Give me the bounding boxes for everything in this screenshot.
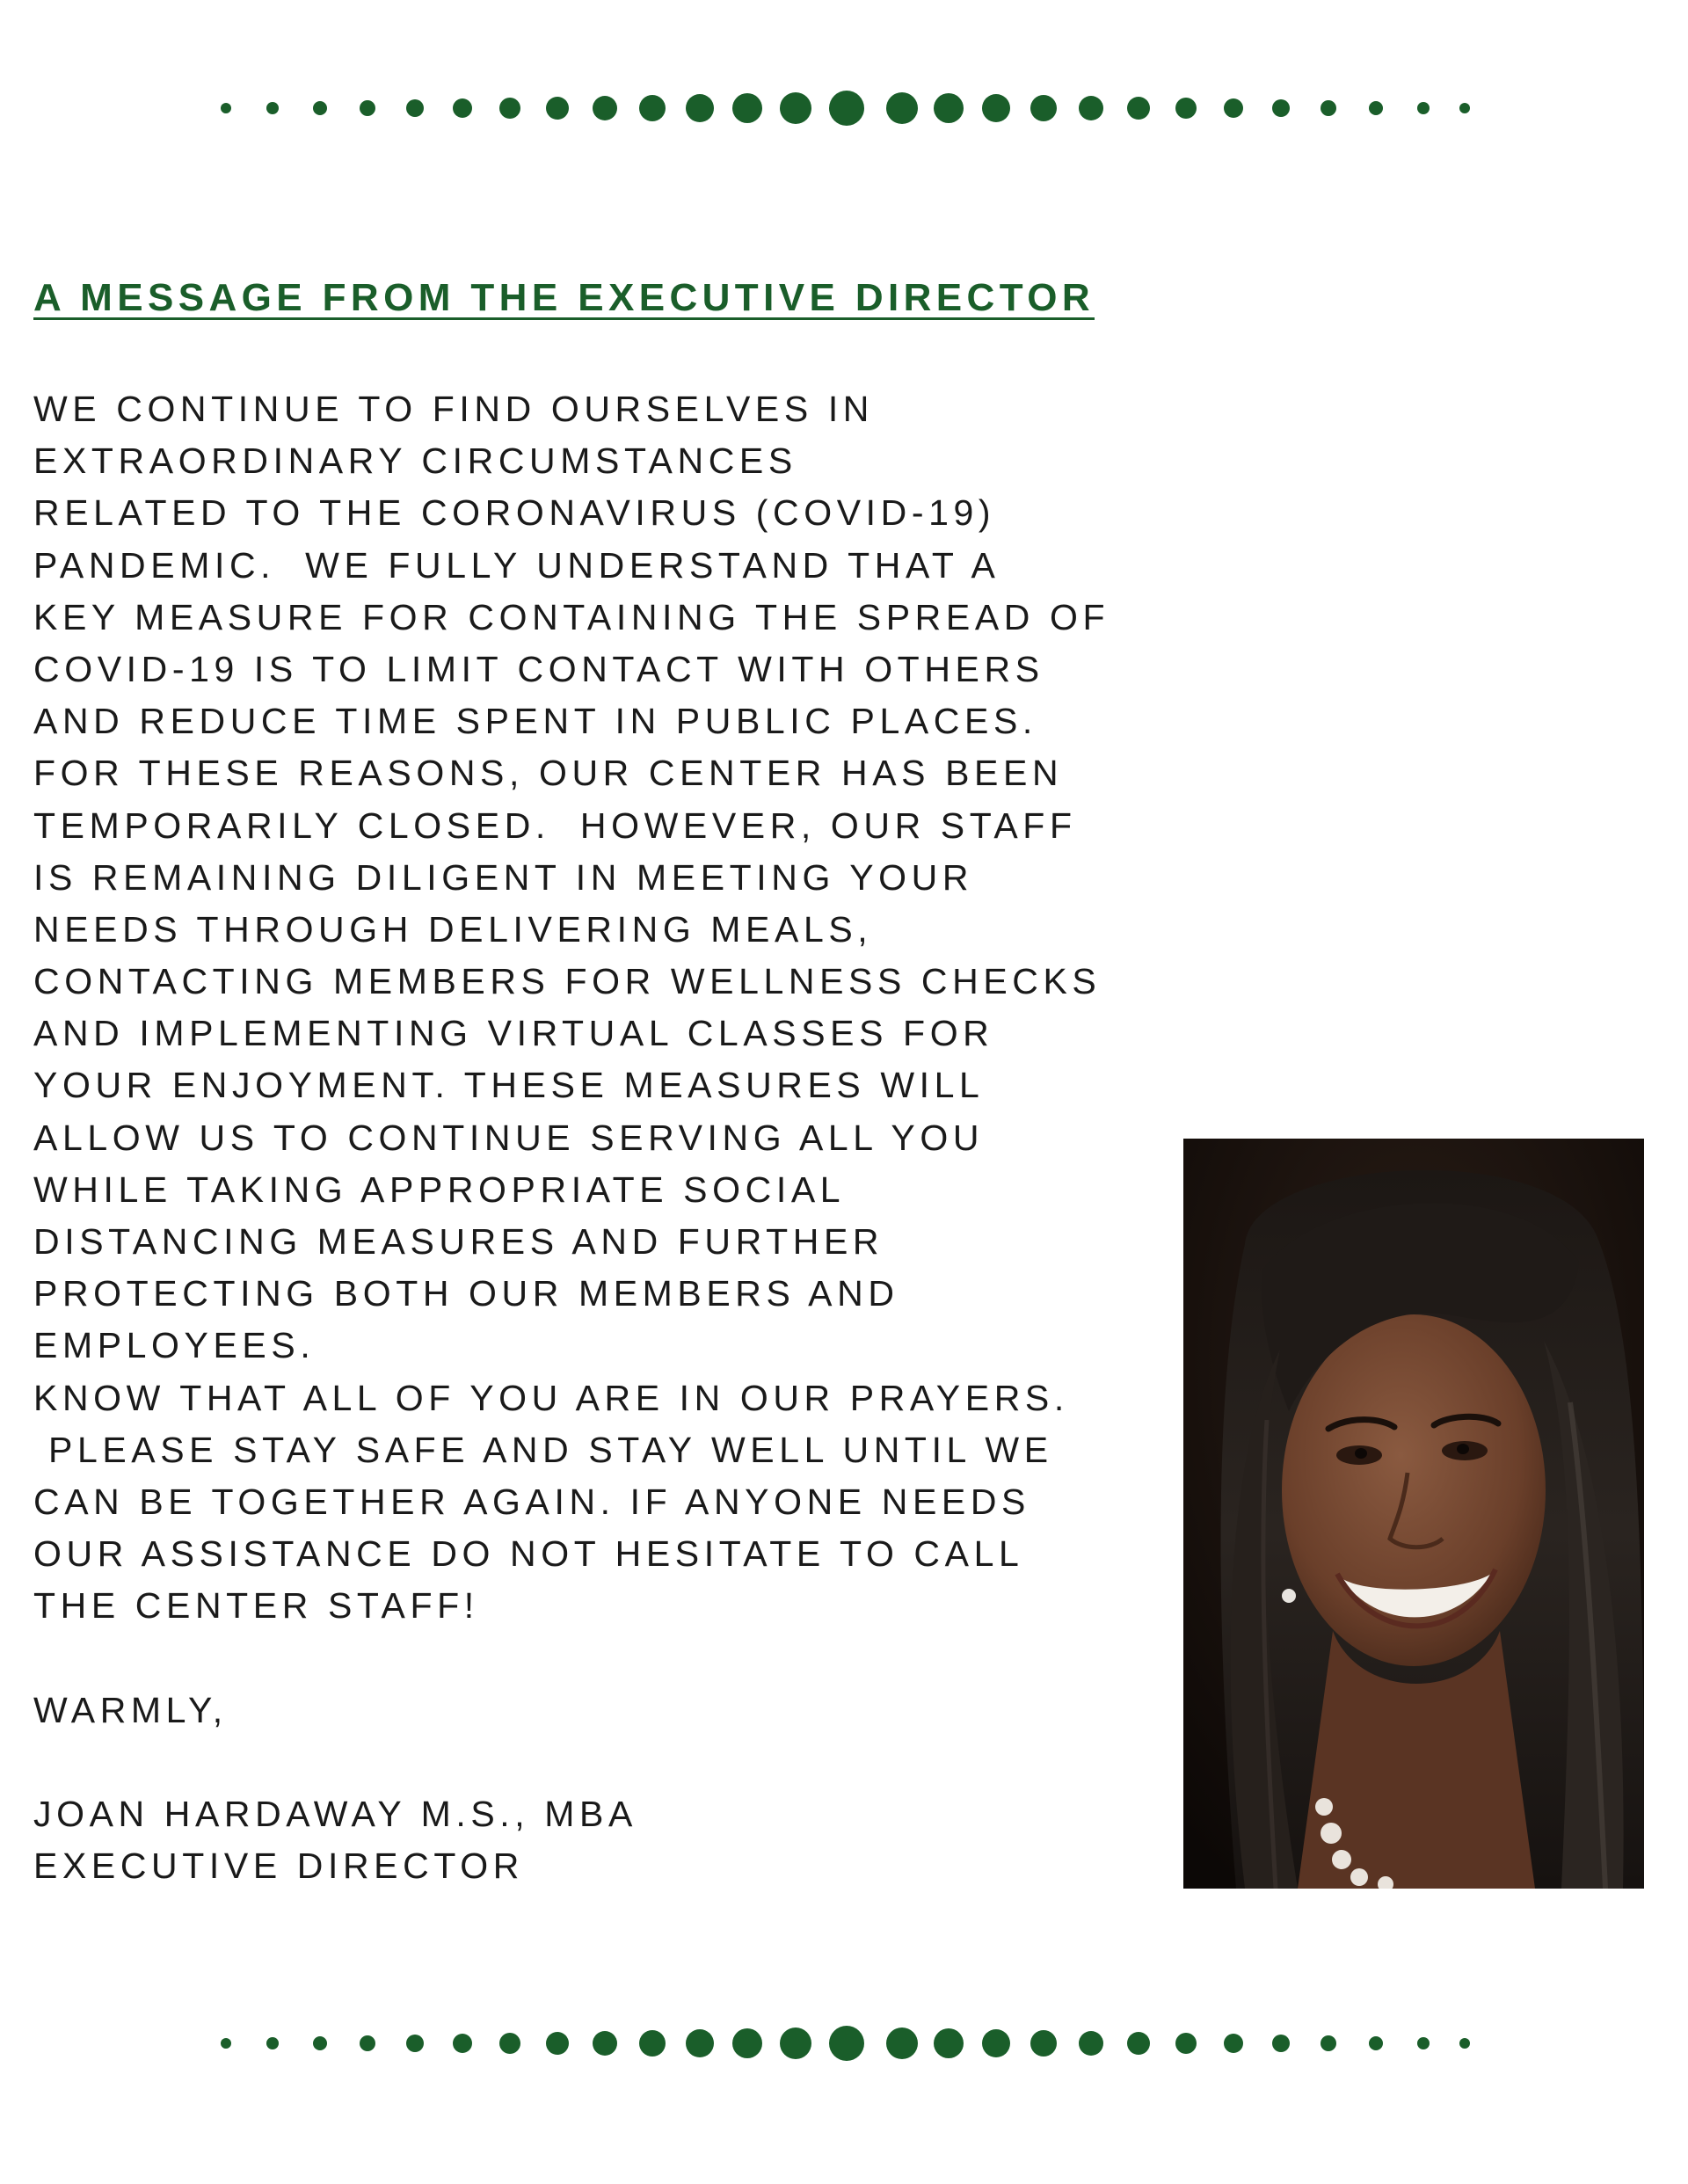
decorative-dot [1417,2037,1430,2049]
decorative-dot [1224,2034,1243,2053]
decorative-dot [934,2028,964,2058]
decorative-dot [1127,97,1150,120]
signature-name: JOAN HARDAWAY M.S., MBA [33,1794,637,1835]
message-line: OUR ASSISTANCE DO NOT HESITATE TO CALL [33,1533,1024,1575]
decorative-dot [1272,99,1290,117]
decorative-dot [886,2027,918,2059]
decorative-dot [313,2036,327,2050]
message-line: AND REDUCE TIME SPENT IN PUBLIC PLACES. [33,701,1037,742]
message-line: COVID-19 IS TO LIMIT CONTACT WITH OTHERS [33,648,1044,689]
message-line: ALLOW US TO CONTINUE SERVING ALL YOU [33,1117,985,1158]
decorative-dot [360,2035,375,2051]
message-line: AND IMPLEMENTING VIRTUAL CLASSES FOR [33,1013,994,1054]
message-line: WHILE TAKING APPROPRIATE SOCIAL [33,1168,846,1210]
decorative-dot [1175,2033,1197,2054]
decorative-dot [221,2038,231,2049]
message-line: FOR THESE REASONS, OUR CENTER HAS BEEN [33,753,1064,794]
decorative-dot [453,2034,472,2053]
decorative-dot [732,93,762,123]
decorative-dot [313,101,327,115]
decorative-dot [934,93,964,123]
decorative-dot [886,92,918,124]
message-line: CONTACTING MEMBERS FOR WELLNESS CHECKS [33,961,1102,1002]
decorative-dot [1030,2030,1057,2057]
director-portrait-photo [1183,1139,1644,1889]
decorative-dot [780,2027,811,2059]
message-line: NEEDS THROUGH DELIVERING MEALS, [33,908,873,950]
decorative-dot [546,97,569,120]
decorative-dot [546,2032,569,2055]
spacer [33,1633,1194,1685]
decorative-dot [686,2029,714,2057]
message-line: RELATED TO THE CORONAVIRUS (COVID-19) [33,492,996,534]
decorative-dot [221,103,231,113]
decorative-dot [780,92,811,124]
decorative-dot [406,2035,424,2052]
spacer [33,1736,1194,1788]
message-line: KEY MEASURE FOR CONTAINING THE SPREAD OF [33,596,1110,637]
decorative-dot [1127,2032,1150,2055]
decorative-dot [982,94,1010,122]
message-line: TEMPORARILY CLOSED. HOWEVER, OUR STAFF [33,804,1077,846]
decorative-dot [360,100,375,116]
message-line: PANDEMIC. WE FULLY UNDERSTAND THAT A [33,544,1000,586]
message-line: THE CENTER STAFF! [33,1585,479,1627]
decorative-dot [1369,2036,1383,2050]
decorative-dot [1224,98,1243,118]
decorative-dot [1079,96,1103,120]
decorative-dot [1175,98,1197,119]
decorative-dot [1321,100,1336,116]
message-line: CAN BE TOGETHER AGAIN. IF ANYONE NEEDS [33,1481,1030,1522]
decorative-dot [639,2030,666,2057]
decorative-dot [1079,2031,1103,2056]
message-line: PLEASE STAY SAFE AND STAY WELL UNTIL WE [33,1429,1053,1470]
decorative-dot [499,2033,520,2054]
decorative-dot [982,2029,1010,2057]
decorative-dot [1417,102,1430,114]
decorative-dot [1459,103,1470,113]
message-line: EXTRAORDINARY CIRCUMSTANCES [33,440,797,482]
decorative-dot-divider-bottom [0,2021,1688,2065]
message-line: PROTECTING BOTH OUR MEMBERS AND [33,1273,899,1314]
decorative-dot [829,2026,864,2061]
decorative-dot [1030,95,1057,121]
message-paragraph [33,383,1194,1633]
message-line: EMPLOYEES. [33,1325,316,1366]
decorative-dot [593,2031,617,2056]
decorative-dot [732,2028,762,2058]
decorative-dot [453,98,472,118]
decorative-dot [1272,2035,1290,2052]
closing-text: WARMLY, [33,1689,228,1730]
decorative-dot [639,95,666,121]
decorative-dot [406,99,424,117]
decorative-dot [829,91,864,126]
decorative-dot [1321,2035,1336,2051]
message-line: IS REMAINING DILIGENT IN MEETING YOUR [33,856,974,898]
signature-title: EXECUTIVE DIRECTOR [33,1845,524,1887]
decorative-dot [266,102,279,114]
page-title: A MESSAGE FROM THE EXECUTIVE DIRECTOR [33,276,1095,319]
message-line: DISTANCING MEASURES AND FURTHER [33,1221,884,1262]
decorative-dot [499,98,520,119]
decorative-dot [1459,2038,1470,2049]
decorative-dot [266,2037,279,2049]
message-body [33,383,1194,1892]
decorative-dot [593,96,617,120]
decorative-dot-divider-top [0,86,1688,130]
message-line: YOUR ENJOYMENT. THESE MEASURES WILL [33,1065,985,1106]
message-line: WE CONTINUE TO FIND OURSELVES IN [33,389,875,429]
decorative-dot [686,94,714,122]
decorative-dot [1369,101,1383,115]
message-line: KNOW THAT ALL OF YOU ARE IN OUR PRAYERS. [33,1377,1069,1418]
